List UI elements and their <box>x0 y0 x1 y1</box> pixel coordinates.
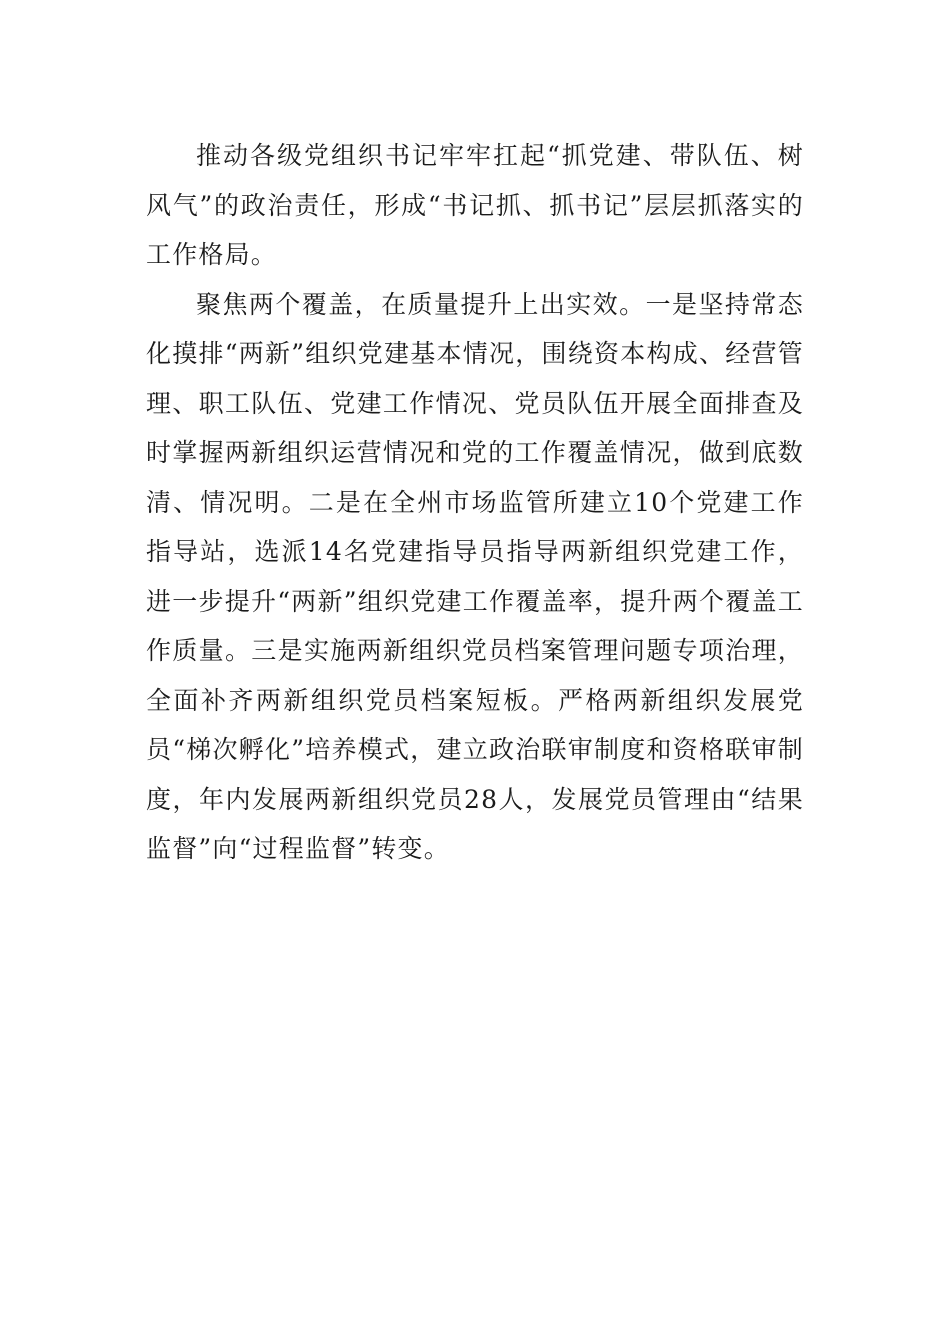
paragraph-two-coverage: 聚焦两个覆盖，在质量提升上出实效。一是坚持常态化摸排“两新”组织党建基本情况，围绕资本构成、经营管理、职工队伍、党建工作情况、党员队伍开展全面排查及时掌握两新组织运营情况和党的工作覆盖情况，做到底数清、情况明。二是在全州市场监管所建立10个党建工作指导站，选派14名党建指导员指导两新组织党建工作，进一步提升“两新”组织党建工作覆盖率，提升两个覆盖工作质量。三是实施两新组织党员档案管理问题专项治理，全面补齐两新组织党员档案短板。严格两新组织发展党员“梯次孵化”培养模式，建立政治联审制度和资格联审制度，年内发展两新组织党员28人，发展党员管理由“结果监督”向“过程监督”转变。 <box>146 289 804 863</box>
document-body <box>146 131 804 874</box>
paragraph-responsibility: 推动各级党组织书记牢牢扛起“抓党建、带队伍、树风气”的政治责任，形成“书记抓、抓书记”层层抓落实的工作格局。 <box>146 141 804 269</box>
